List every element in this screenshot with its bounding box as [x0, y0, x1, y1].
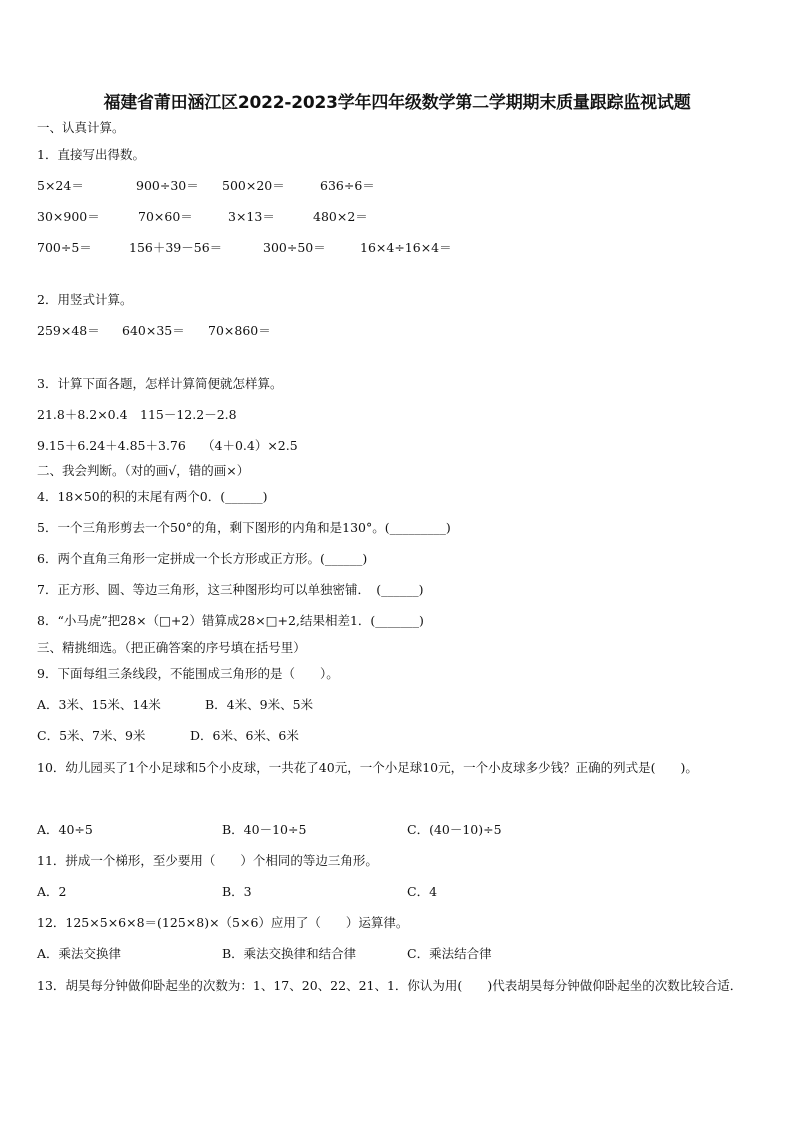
option-b: B．乘法交换律和结合律 — [222, 946, 357, 961]
question-3-label: 3．计算下面各题，怎样计算简便就怎样算。 — [37, 376, 283, 391]
option-b: B．40－10÷5 — [222, 822, 307, 837]
option-b: B．4米、9米、5米 — [205, 697, 314, 712]
page-title: 福建省莆田涵江区2022-2023学年四年级数学第二学期期末质量跟踪监视试题 — [103, 93, 691, 113]
section-1-heading: 一、认真计算。 — [37, 120, 125, 135]
calc-item: 700÷5＝ — [37, 240, 92, 255]
judge-item: 5．一个三角形剪去一个50°的角，剩下图形的内角和是130°。(_________) — [37, 520, 451, 535]
calc-item: 900÷30＝ — [136, 178, 199, 193]
question-1-label: 1．直接写出得数。 — [37, 147, 145, 162]
judge-item: 8．“小马虎”把28×（□+2）错算成28×□+2,结果相差1．(_______) — [37, 613, 424, 628]
judge-item: 7．正方形、圆、等边三角形，这三种图形均可以单独密铺． (______) — [37, 582, 424, 597]
option-c: C．乘法结合律 — [407, 946, 492, 961]
section-3-heading: 三、精挑细选。（把正确答案的序号填在括号里） — [37, 640, 306, 655]
option-a: A．乘法交换律 — [37, 946, 122, 961]
question-2-label: 2．用竖式计算。 — [37, 292, 133, 307]
question-10-stem: 10．幼儿园买了1个小足球和5个小皮球，一共花了40元，一个小足球10元，一个小皮球多少钱？正确的列式是( )。 — [37, 760, 698, 775]
simplify-item: 21.8＋8.2×0.4 — [37, 407, 128, 422]
calc-item: 636÷6＝ — [320, 178, 375, 193]
option-a: A．3米、15米、14米 — [37, 697, 161, 712]
option-a: A．2 — [37, 884, 67, 899]
simplify-item: （4＋0.4）×2.5 — [202, 438, 298, 453]
calc-item: 5×24＝ — [37, 178, 84, 193]
calc-item: 480×2＝ — [313, 209, 368, 224]
judge-item: 6．两个直角三角形一定拼成一个长方形或正方形。(______) — [37, 551, 368, 566]
simplify-item: 9.15＋6.24＋4.85＋3.76 — [37, 438, 186, 453]
vertical-calc-item: 259×48＝ — [37, 323, 100, 338]
calc-item: 3×13＝ — [228, 209, 275, 224]
simplify-item: 115－12.2－2.8 — [140, 407, 237, 422]
calc-item: 70×60＝ — [138, 209, 193, 224]
vertical-calc-item: 70×860＝ — [208, 323, 271, 338]
calc-item: 30×900＝ — [37, 209, 100, 224]
option-a: A．40÷5 — [37, 822, 93, 837]
calc-item: 156＋39－56＝ — [129, 240, 223, 255]
option-d: D．6米、6米、6米 — [190, 728, 299, 743]
section-2-heading: 二、我会判断。（对的画√，错的画×） — [37, 463, 250, 478]
calc-item: 16×4÷16×4＝ — [360, 240, 452, 255]
option-c: C．4 — [407, 884, 438, 899]
option-c: C．5米、7米、9米 — [37, 728, 146, 743]
question-9-stem: 9．下面每组三条线段，不能围成三角形的是（ ）。 — [37, 666, 339, 681]
option-c: C．(40－10)÷5 — [407, 822, 502, 837]
question-11-stem: 11．拼成一个梯形，至少要用（ ）个相同的等边三角形。 — [37, 853, 378, 868]
question-12-stem: 12．125×5×6×8＝(125×8)×（5×6）应用了（ ）运算律。 — [37, 915, 409, 930]
question-13-stem: 13．胡昊每分钟做仰卧起坐的次数为：1、17、20、22、21、1．你认为用( )代表胡昊每分钟做仰卧起坐的次数比较合适． — [37, 978, 743, 993]
option-b: B．3 — [222, 884, 252, 899]
judge-item: 4．18×50的积的末尾有两个0．(______) — [37, 489, 268, 504]
calc-item: 500×20＝ — [222, 178, 285, 193]
vertical-calc-item: 640×35＝ — [122, 323, 185, 338]
calc-item: 300÷50＝ — [263, 240, 326, 255]
